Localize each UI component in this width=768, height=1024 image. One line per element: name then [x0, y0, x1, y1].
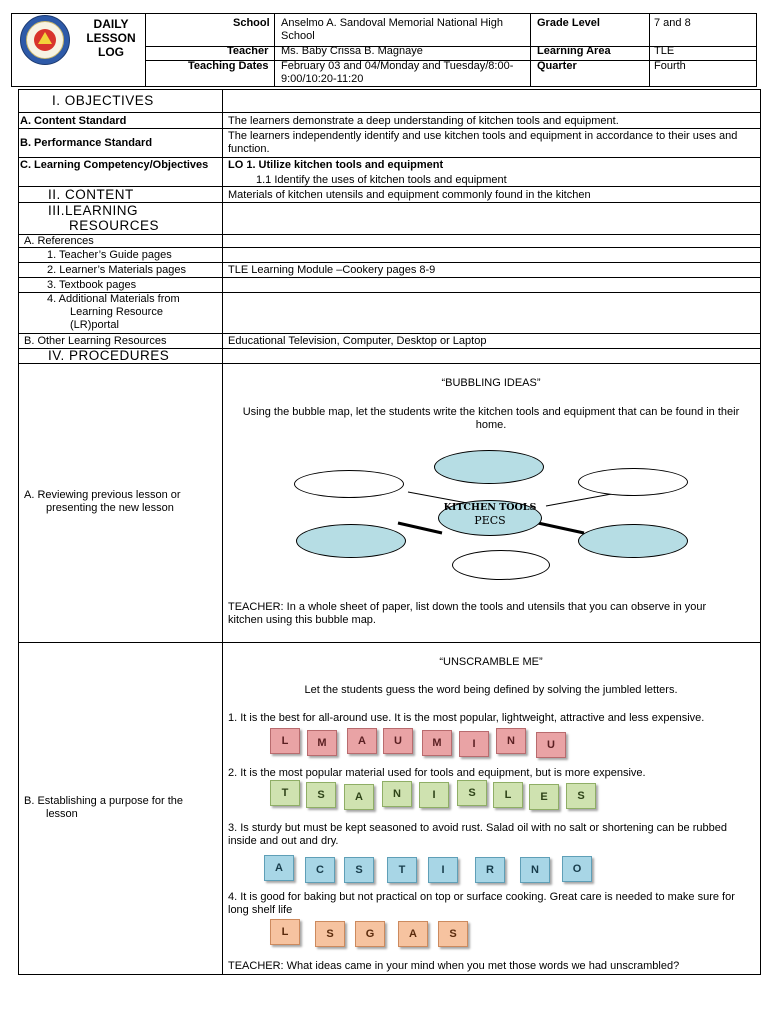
performance-standard-value: The learners independently identify and use kitchen tools and equipment in accordance to their uses and function. [228, 130, 738, 155]
question-3: 3. Is sturdy but must be kept seasoned to avoid rust. Salad oil with no salt or shortening can be rubbed inside and out and dry. [228, 822, 727, 847]
bubble-bottom [452, 550, 550, 580]
letter-tile: M [422, 730, 452, 756]
letter-tile: A [344, 784, 374, 810]
competency-sub: 1.1 Identify the uses of kitchen tools and equipment [256, 174, 507, 186]
bubble-center-label: KITCHEN TOOLS PECS [443, 502, 537, 527]
content-standard-value: The learners demonstrate a deep understanding of kitchen tools and equipment. [228, 115, 619, 127]
area-label: Learning Area [537, 45, 611, 57]
procedure-a-label: A. Reviewing previous lesson or presenting the new lesson [24, 489, 181, 514]
quarter-value: Fourth [654, 60, 686, 72]
letter-tile: N [382, 781, 412, 807]
school-value: Anselmo A. Sandoval Memorial National High School [281, 17, 503, 42]
references-label: A. References [24, 235, 94, 247]
log-title: DAILY LESSON LOG [86, 17, 136, 59]
content-value: Materials of kitchen utensils and equipment commonly found in the kitchen [228, 189, 591, 201]
question-4: 4. It is good for baking but not practical on top or surface cooking. Great care is needed to make sure for long shelf life [228, 891, 735, 916]
letter-tile: I [428, 857, 458, 883]
bubble-top [434, 450, 544, 484]
letter-tile: S [566, 783, 596, 809]
unscramble-title: “UNSCRAMBLE ME” [439, 656, 543, 668]
area-value: TLE [654, 45, 675, 57]
procedure-b-label: B. Establishing a purpose for the lesson [24, 795, 183, 820]
letter-tile: E [529, 784, 559, 810]
bubbling-ideas-title: “BUBBLING IDEAS” [441, 377, 541, 389]
question-1: 1. It is the best for all-around use. It is the most popular, lightweight, attractive and less expensive. [228, 712, 705, 724]
performance-standard-label: B. Performance Standard [20, 137, 153, 149]
grade-value: 7 and 8 [654, 17, 691, 29]
teacher-label: Teacher [227, 45, 269, 57]
letter-tile: I [459, 731, 489, 757]
dates-value: February 03 and 04/Monday and Tuesday/8:00- 9:00/10:20-11:20 [281, 60, 514, 85]
letter-tile: L [270, 728, 300, 754]
question-2: 2. It is the most popular material used for tools and equipment, but is more expensive. [228, 767, 646, 779]
school-label: School [233, 17, 270, 29]
additional-materials-label: 4. Additional Materials from Learning Resource (LR)portal [47, 293, 180, 331]
textbook-label: 3. Textbook pages [47, 279, 137, 291]
letter-tile: L [493, 782, 523, 808]
learners-materials-value: TLE Learning Module –Cookery pages 8-9 [228, 264, 436, 276]
bubbling-ideas-instruction: Using the bubble map, let the students write the kitchen tools and equipment that can be found in their home. [242, 406, 740, 431]
quarter-label: Quarter [537, 60, 577, 72]
bubble-bottom-left [296, 524, 406, 558]
letter-tile: R [475, 857, 505, 883]
letter-tile: S [315, 921, 345, 947]
letter-tile: C [305, 857, 335, 883]
letter-tile: O [562, 856, 592, 882]
letter-tile: N [520, 857, 550, 883]
letter-tile: T [387, 857, 417, 883]
letter-tile: G [355, 921, 385, 947]
content-standard-label: A. Content Standard [20, 115, 127, 127]
letter-tile: S [306, 782, 336, 808]
bubble-top-right [578, 468, 688, 496]
unscramble-instruction: Let the students guess the word being defined by solving the jumbled letters. [304, 684, 678, 696]
school-seal-icon [20, 15, 70, 65]
bubbling-ideas-teacher: TEACHER: In a whole sheet of paper, list down the tools and utensils that you can observe in your kitchen using this bubble map. [228, 601, 707, 626]
bubble-bottom-right [578, 524, 688, 558]
unscramble-teacher: TEACHER: What ideas came in your mind when you met those words we had unscrambled? [228, 960, 680, 972]
learners-materials-label: 2. Learner’s Materials pages [47, 264, 187, 276]
letter-tile: I [419, 782, 449, 808]
letter-tile: S [438, 921, 468, 947]
content-heading: II. CONTENT [48, 187, 134, 202]
letter-tile: M [307, 730, 337, 756]
letter-tile: S [457, 780, 487, 806]
competency-label: C. Learning Competency/Objectives [20, 159, 209, 171]
grade-label: Grade Level [537, 17, 600, 29]
teachers-guide-label: 1. Teacher’s Guide pages [47, 249, 172, 261]
letter-tile: A [264, 855, 294, 881]
letter-tile: S [344, 857, 374, 883]
letter-tile: T [270, 780, 300, 806]
letter-tile: U [536, 732, 566, 758]
competency-value: LO 1. Utilize kitchen tools and equipment [228, 159, 444, 171]
letter-tile: U [383, 728, 413, 754]
teacher-value: Ms. Baby Crissa B. Magnaye [281, 45, 423, 57]
letter-tile: A [398, 921, 428, 947]
resources-heading: III.LEARNING RESOURCES [48, 203, 160, 233]
letter-tile: A [347, 728, 377, 754]
letter-tile: L [270, 919, 300, 945]
letter-tile: N [496, 728, 526, 754]
bubble-top-left [294, 470, 404, 498]
other-resources-value: Educational Television, Computer, Desktop or Laptop [228, 335, 487, 347]
dates-label: Teaching Dates [188, 60, 269, 72]
other-resources-label: B. Other Learning Resources [24, 335, 167, 347]
procedures-heading: IV. PROCEDURES [48, 348, 170, 363]
objectives-heading: I. OBJECTIVES [52, 93, 154, 108]
